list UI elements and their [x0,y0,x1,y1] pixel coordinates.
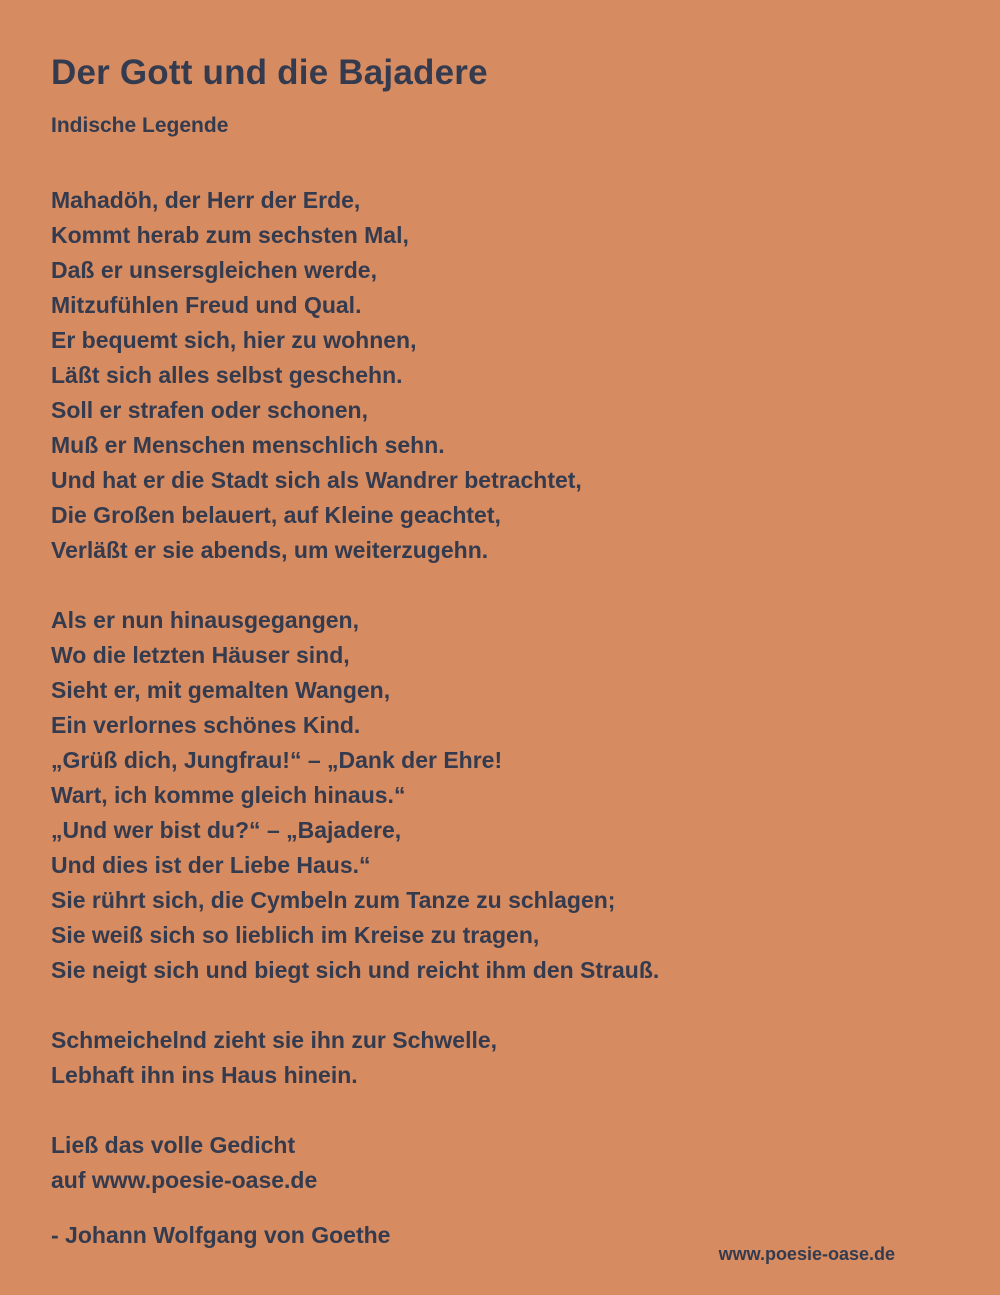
site-watermark: www.poesie-oase.de [718,1244,895,1264]
poem-line: Soll er strafen oder schonen, [51,397,368,423]
poem-line: Schmeichelnd zieht sie ihn zur Schwelle, [51,1027,498,1053]
poem-line: „Grüß dich, Jungfrau!“ – „Dank der Ehre! [51,747,503,773]
poem-line: Und hat er die Stadt sich als Wandrer betrachtet, [51,467,582,493]
poem-line: Lebhaft ihn ins Haus hinein. [51,1062,358,1088]
poem-line: Ein verlornes schönes Kind. [51,712,361,738]
poem-line: Er bequemt sich, hier zu wohnen, [51,327,417,353]
poem-line: Sieht er, mit gemalten Wangen, [51,677,391,703]
poem-line: Sie neigt sich und biegt sich und reicht ihm den Strauß. [51,957,660,983]
poem-line: Verläßt er sie abends, um weiterzugehn. [51,537,489,563]
poem-line: Wo die letzten Häuser sind, [51,642,350,668]
poem-title: Der Gott und die Bajadere [51,53,488,92]
poem-stanza [51,1023,960,1093]
poem-line: Mitzufühlen Freud und Qual. [51,292,362,318]
poem-line: Mahadöh, der Herr der Erde, [51,187,361,213]
poem-subtitle: Indische Legende [51,114,229,137]
poem-line: „Und wer bist du?“ – „Bajadere, [51,817,402,843]
poem-line: Läßt sich alles selbst geschehn. [51,362,403,388]
poem-body [51,183,960,1253]
poem-line: Die Großen belauert, auf Kleine geachtet, [51,502,501,528]
poem-line: Kommt herab zum sechsten Mal, [51,222,409,248]
poem-line: Sie weiß sich so lieblich im Kreise zu tragen, [51,922,540,948]
poem-line: Ließ das volle Gedicht [51,1132,296,1158]
poem-line: Und dies ist der Liebe Haus.“ [51,852,371,878]
poem-stanza [51,183,960,568]
poem-line: Als er nun hinausgegangen, [51,607,359,633]
poem-line: - Johann Wolfgang von Goethe [51,1222,391,1248]
poem-line: Sie rührt sich, die Cymbeln zum Tanze zu schlagen; [51,887,616,913]
poem-line: Wart, ich komme gleich hinaus.“ [51,782,406,808]
poem-line: auf www.poesie-oase.de [51,1167,318,1193]
poem-stanza [51,1128,960,1198]
poem-stanza [51,603,960,988]
poem-line: Daß er unsersgleichen werde, [51,257,377,283]
poem-line: Muß er Menschen menschlich sehn. [51,432,445,458]
